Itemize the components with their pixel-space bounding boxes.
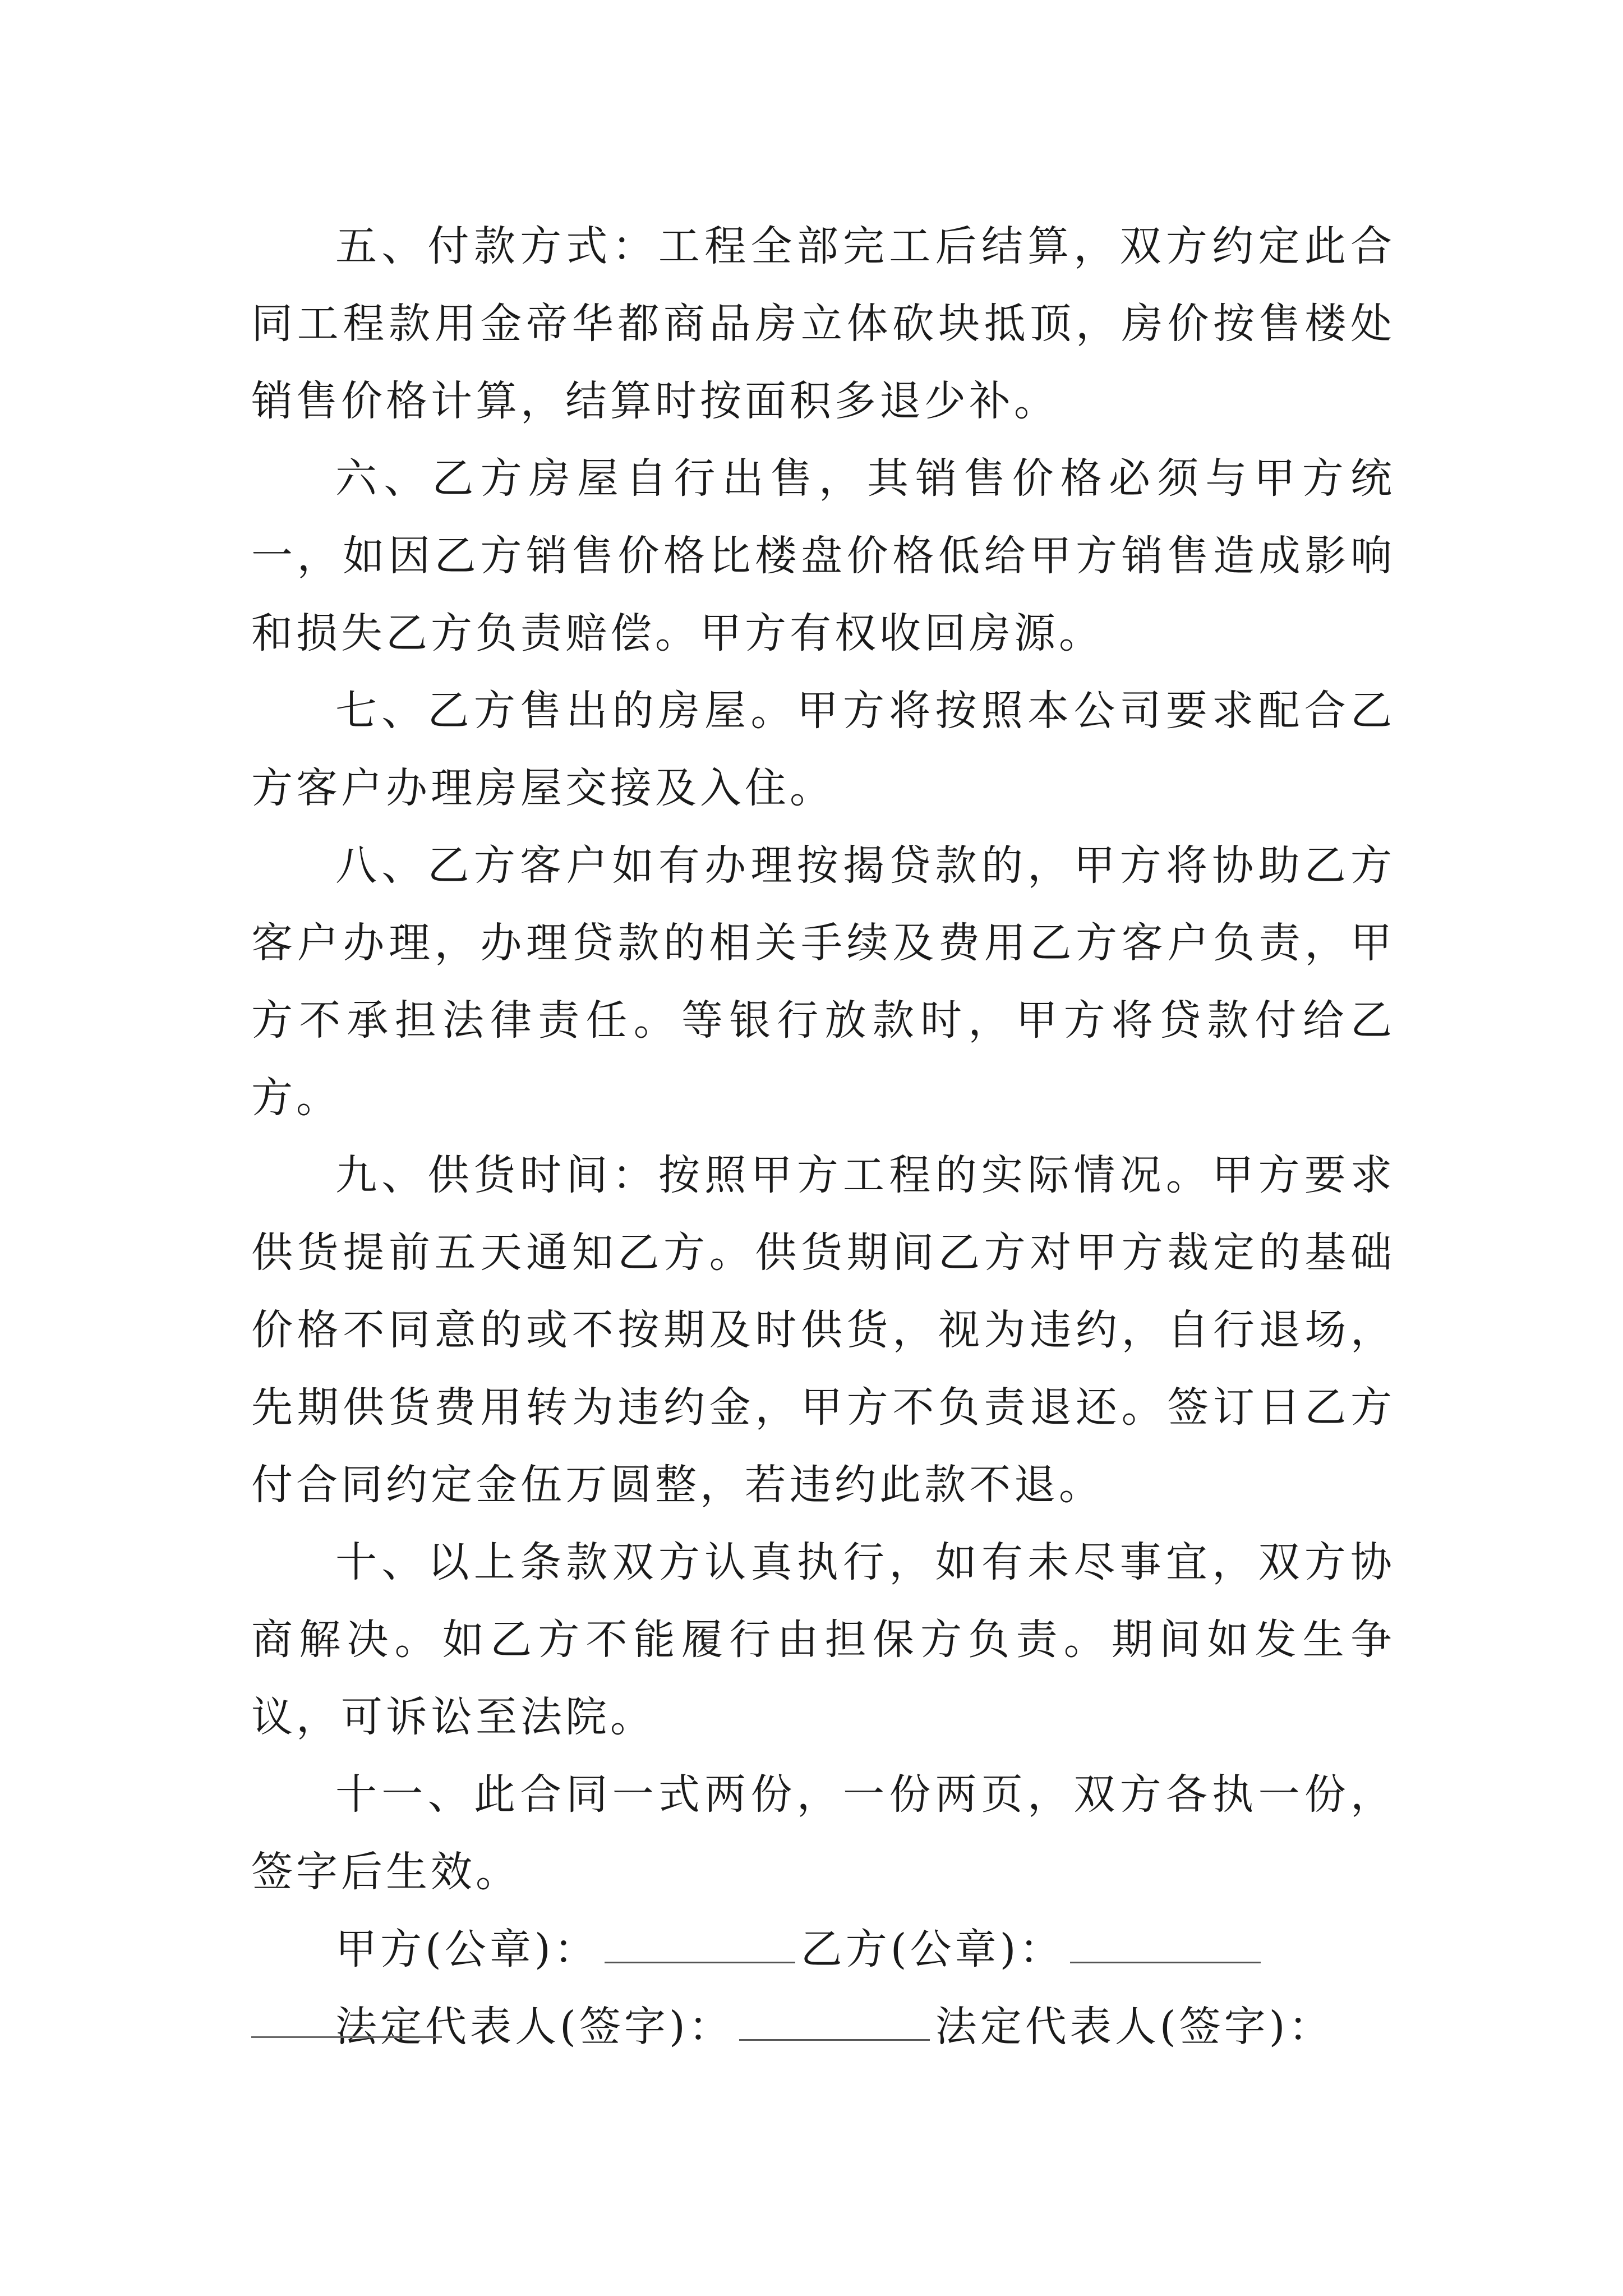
clause-11: 十一、此合同一式两份，一份两页，双方各执一份，签字后生效。 (251, 1770, 1395, 1896)
party-a-seal-label: 甲方(公章)： (335, 1925, 599, 1973)
party-a-seal-blank (605, 1928, 795, 1963)
clause-8: 八、乙方客户如有办理按揭贷款的，甲方将协助乙方客户办理，办理贷款的相关手续及费用乙方客户负责，甲方不承担法律责任。等银行放款时，甲方将贷款付给乙方。 (251, 841, 1395, 1122)
clause-9: 九、供货时间：按照甲方工程的实际情况。甲方要求供货提前五天通知乙方。供货期间乙方对甲方裁定的基础价格不同意的或不按期及时供货，视为违约，自行退场，先期供货费用转为违约金，甲方不负责退还。签订日乙方付合同约定金伍万圆整，若违约此款不退。 (251, 1151, 1395, 1509)
clause-7: 七、乙方售出的房屋。甲方将按照本公司要求配合乙方客户办理房屋交接及入住。 (251, 687, 1395, 812)
party-b-seal-blank (1070, 1928, 1261, 1963)
clause-5: 五、付款方式：工程全部完工后结算，双方约定此合同工程款用金帝华都商品房立体砍块抵顶，房价按售楼处销售价格计算，结算时按面积多退少补。 (251, 222, 1395, 425)
party-a-rep-blank (739, 2005, 930, 2041)
representative-line (251, 1988, 1395, 2065)
clause-10: 十、以上条款双方认真执行，如有未尽事宜，双方协商解决。如乙方不能履行由担保方负责。期间如发生争议，可诉讼至法院。 (251, 1538, 1395, 1741)
party-b-rep-blank (251, 2036, 442, 2038)
party-a-rep-label: 法定代表人(签字)： (335, 2003, 734, 2051)
seal-line (251, 1911, 1395, 1988)
contract-page (251, 208, 1395, 2065)
clause-6: 六、乙方房屋自行出售，其销售价格必须与甲方统一，如因乙方销售价格比楼盘价格低给甲方销售造成影响和损失乙方负责赔偿。甲方有权收回房源。 (251, 454, 1395, 657)
party-b-rep-label: 法定代表人(签字)： (935, 2003, 1334, 2051)
party-b-seal-label: 乙方(公章)： (800, 1925, 1064, 1973)
